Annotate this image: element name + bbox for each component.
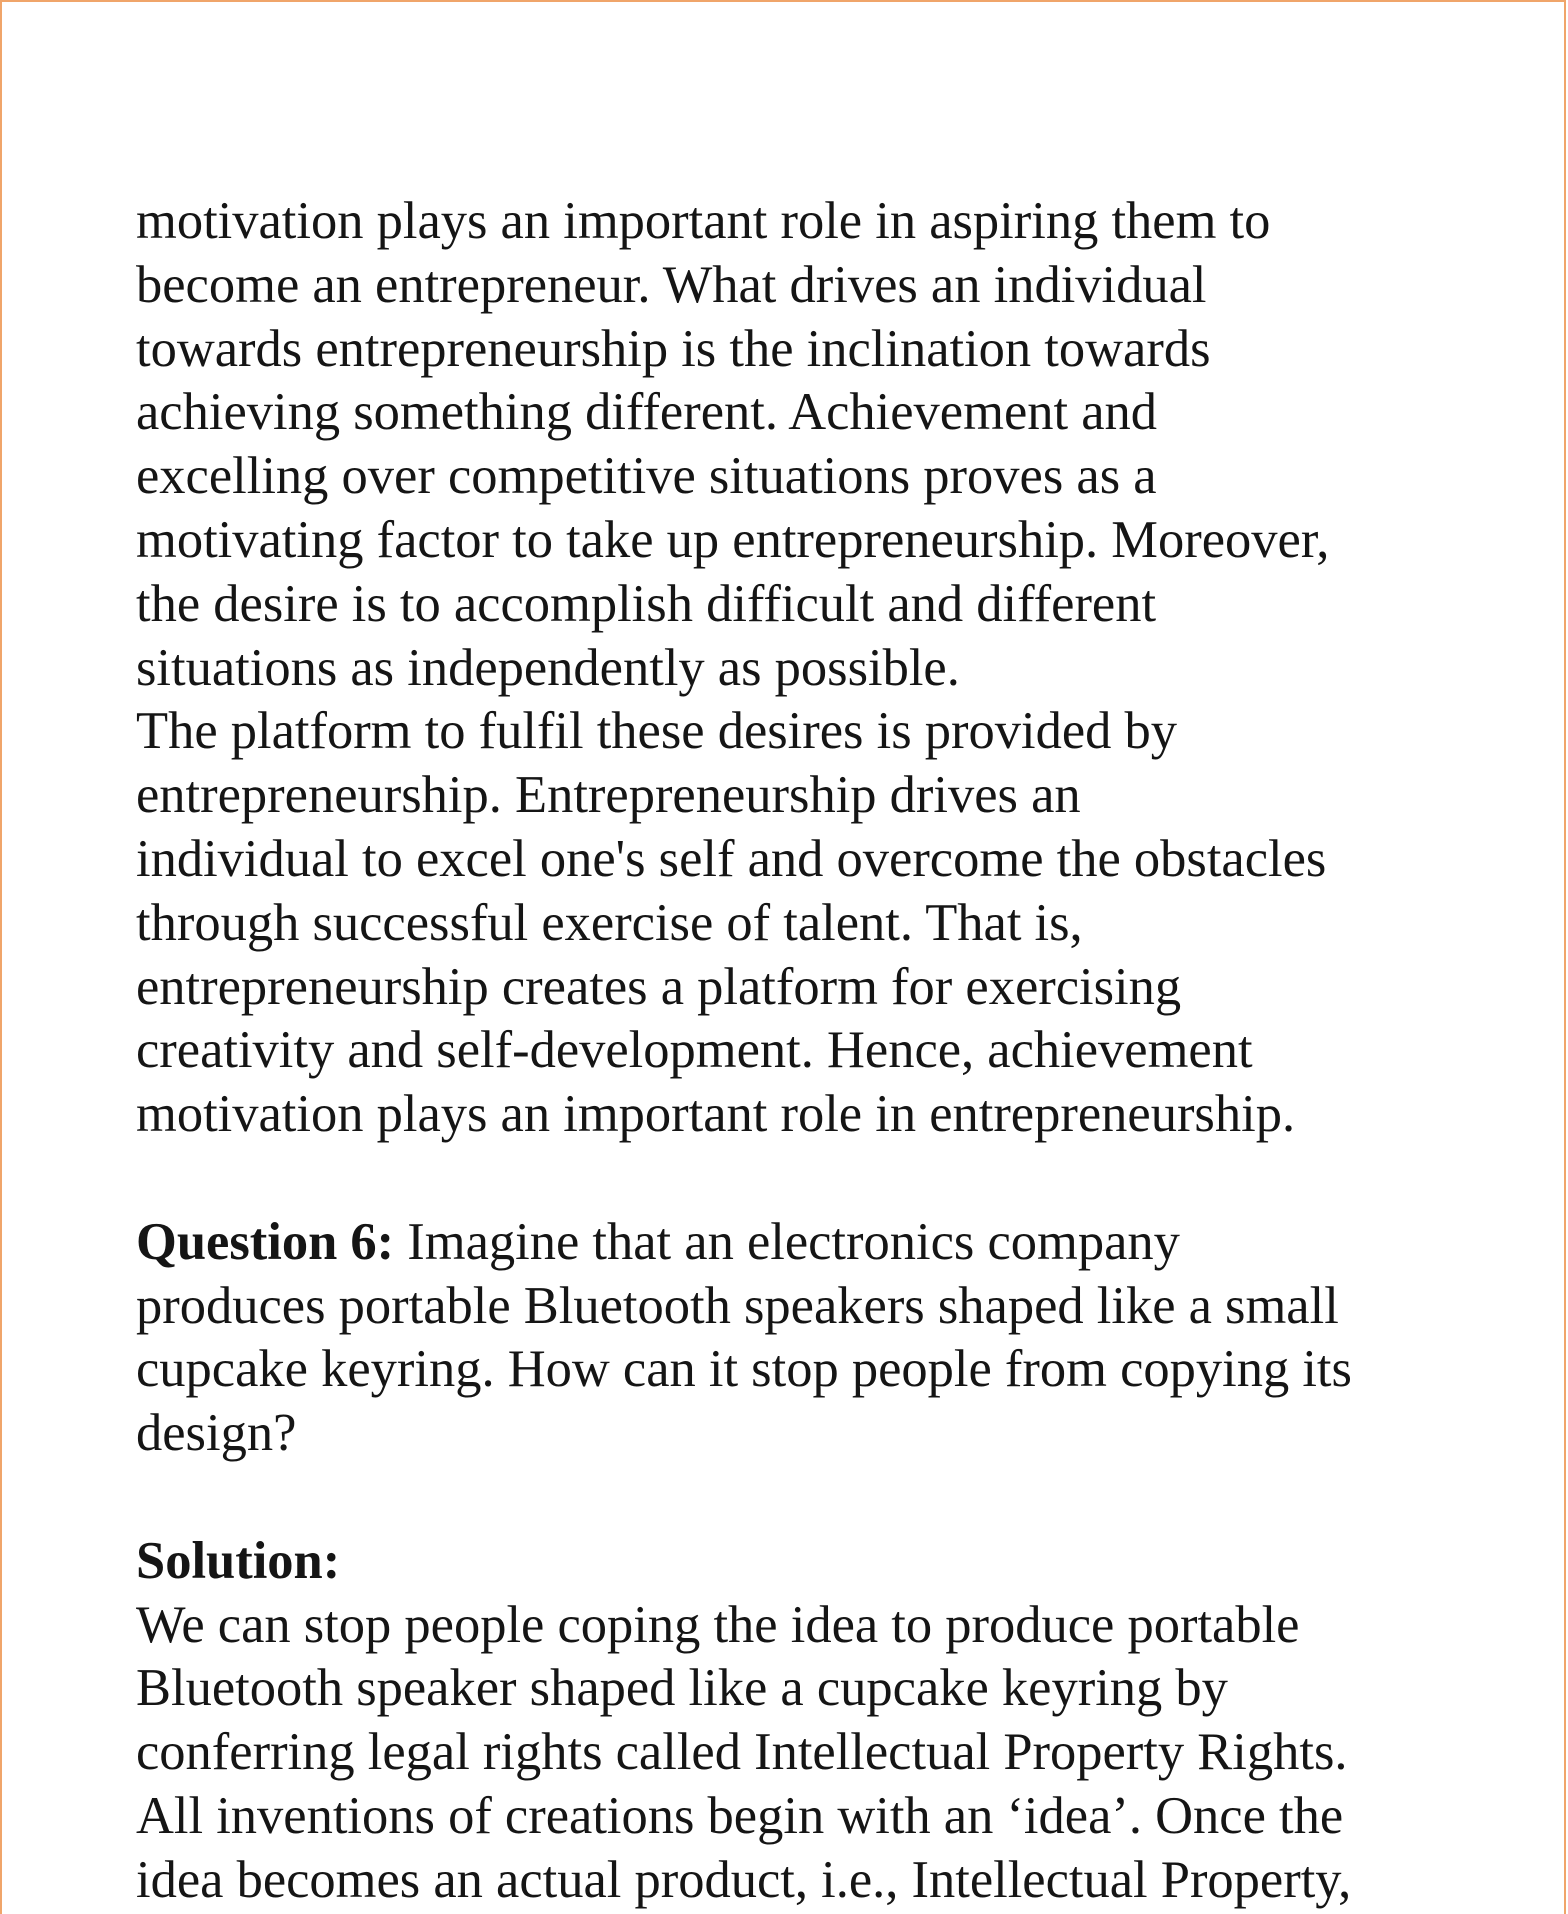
text-line: All inventions of creations begin with an ‘idea’. Once the [136, 1786, 1344, 1845]
text-line: entrepreneurship creates a platform for exercising [136, 957, 1182, 1016]
text-line: design? [136, 1404, 297, 1463]
blank-line [136, 1466, 1436, 1530]
text-line: conferring legal rights called Intellectual Property Rights. [136, 1723, 1348, 1782]
paragraph-1 [136, 190, 1436, 700]
page-content [136, 190, 1436, 1913]
text-line: the desire is to accomplish difficult and different [136, 574, 1157, 633]
text-line: towards entrepreneurship is the inclination towards [136, 319, 1211, 378]
text-line: excelling over competitive situations proves as a [136, 447, 1157, 506]
text-line: situations as independently as possible. [136, 638, 960, 697]
question-first-line [136, 1211, 1436, 1275]
text-line: become an entrepreneur. What drives an individual [136, 255, 1207, 314]
question-block [136, 1211, 1436, 1466]
text-line: through successful exercise of talent. That is, [136, 893, 1083, 952]
paragraph-2 [136, 700, 1436, 1147]
text-line: motivation plays an important role in entrepreneurship. [136, 1085, 1296, 1144]
solution-block [136, 1530, 1436, 1913]
text-line: Bluetooth speaker shaped like a cupcake keyring by [136, 1659, 1228, 1718]
solution-label: Solution: [136, 1531, 341, 1590]
text-line: achieving something different. Achievement and [136, 383, 1158, 442]
text-line: entrepreneurship. Entrepreneurship drives an [136, 766, 1081, 825]
text-line: individual to excel one's self and overcome the obstacles [136, 829, 1327, 888]
text-line: motivation plays an important role in aspiring them to [136, 192, 1271, 250]
question-label: Question 6: [136, 1212, 395, 1271]
text-line: motivating factor to take up entrepreneurship. Moreover, [136, 510, 1330, 569]
text-line: cupcake keyring. How can it stop people from copying its [136, 1340, 1352, 1399]
text-line: The platform to fulfil these desires is provided by [136, 702, 1178, 761]
text-line: idea becomes an actual product, i.e., Intellectual Property, [136, 1850, 1352, 1909]
blank-line [136, 1147, 1436, 1211]
question-text: Imagine that an electronics company [394, 1212, 1180, 1271]
text-line: produces portable Bluetooth speakers shaped like a small [136, 1276, 1339, 1335]
text-line: We can stop people coping the idea to produce portable [136, 1595, 1300, 1654]
text-line: creativity and self-development. Hence, achievement [136, 1021, 1253, 1080]
